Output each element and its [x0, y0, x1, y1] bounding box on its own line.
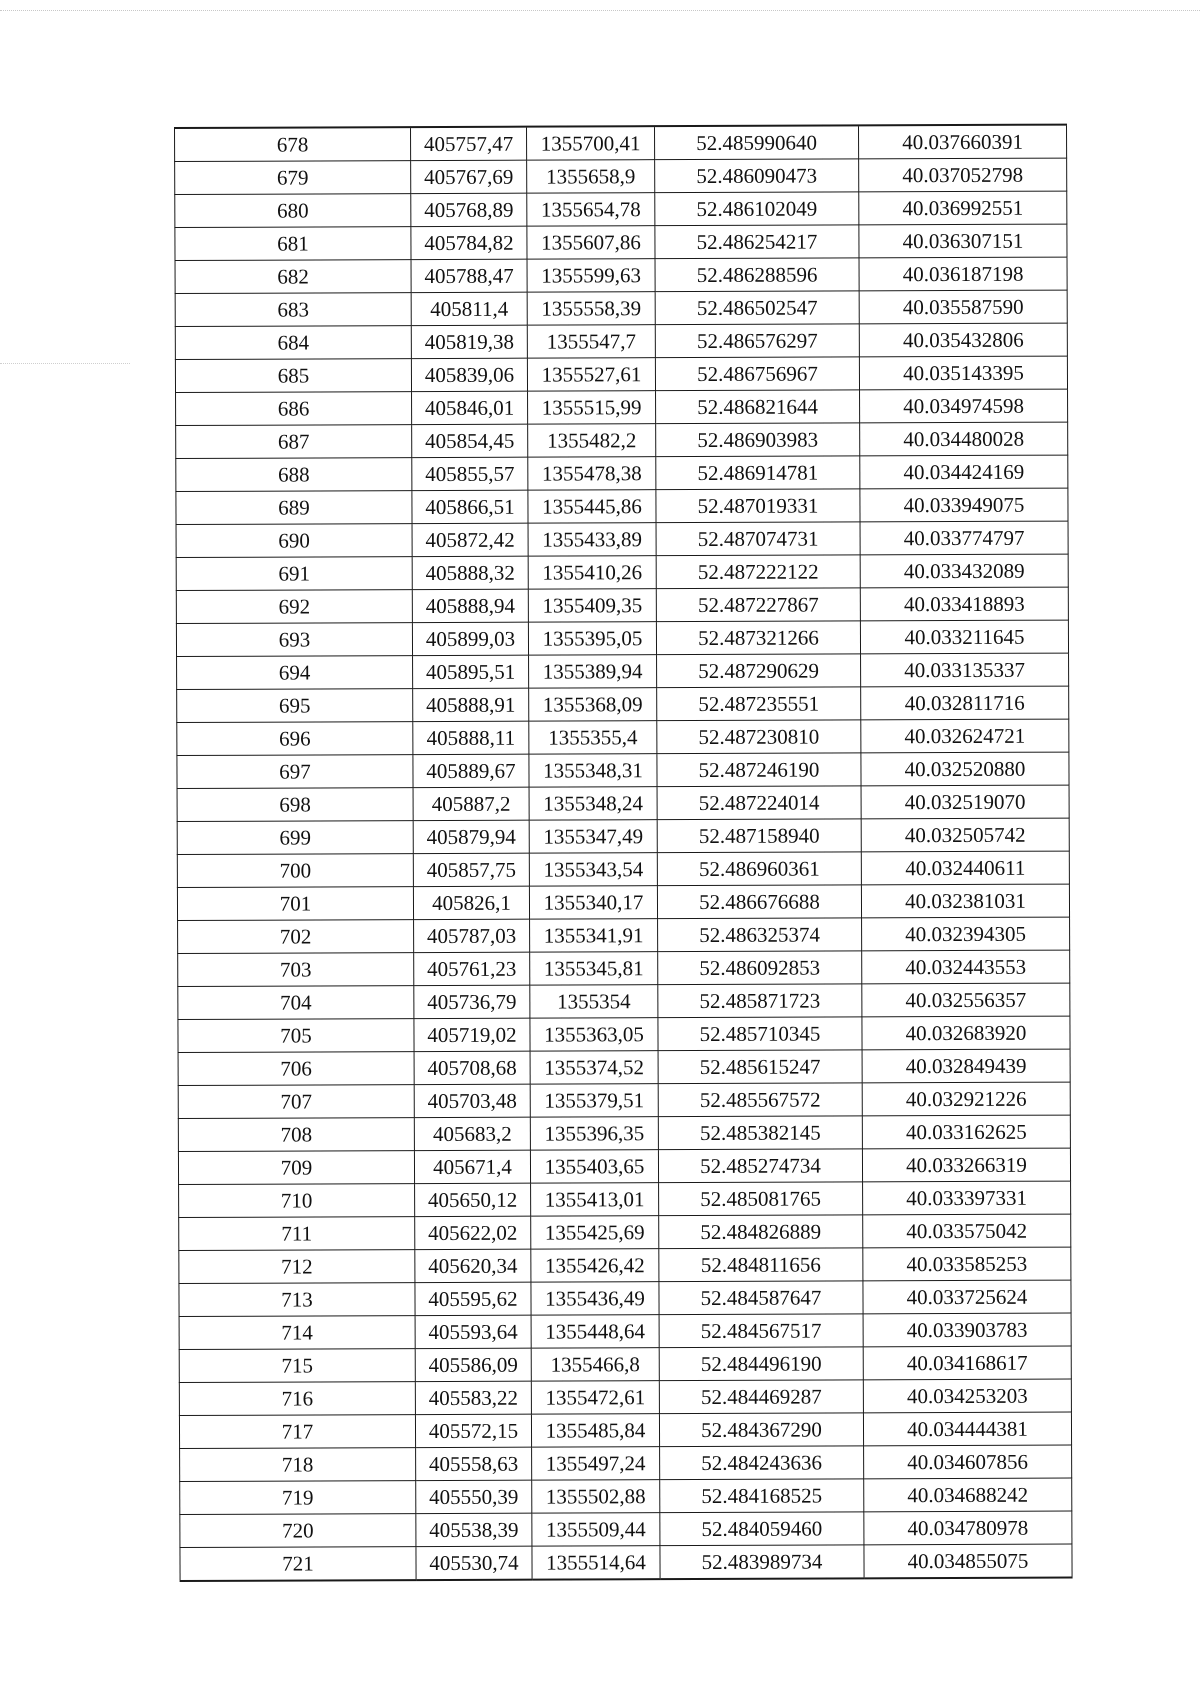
table-row: [179, 1214, 1071, 1250]
longitude-cell: 40.033585253: [863, 1247, 1071, 1281]
table-row: [177, 851, 1069, 887]
point-number-cell: 701: [177, 887, 413, 921]
point-number-cell: 716: [179, 1382, 415, 1416]
longitude-cell: 40.032921226: [862, 1082, 1070, 1116]
x-coordinate-cell: 405703,48: [414, 1084, 530, 1117]
latitude-cell: 52.487222122: [656, 555, 860, 589]
longitude-cell: 40.032624721: [861, 719, 1069, 753]
latitude-cell: 52.484567517: [659, 1314, 863, 1348]
point-number-cell: 693: [176, 623, 412, 657]
x-coordinate-cell: 405787,03: [414, 919, 530, 952]
y-coordinate-cell: 1355485,84: [531, 1414, 659, 1447]
point-number-cell: 707: [178, 1085, 414, 1119]
x-coordinate-cell: 405538,39: [416, 1513, 532, 1546]
longitude-cell: 40.032440611: [861, 851, 1069, 885]
table-row: [175, 290, 1067, 326]
longitude-cell: 40.034607856: [864, 1445, 1072, 1479]
point-number-cell: 720: [180, 1514, 416, 1548]
longitude-cell: 40.036992551: [859, 191, 1067, 225]
point-number-cell: 719: [180, 1481, 416, 1515]
latitude-cell: 52.487227867: [656, 588, 860, 622]
point-number-cell: 700: [177, 854, 413, 888]
y-coordinate-cell: 1355368,09: [529, 688, 657, 721]
document-page: [174, 124, 1072, 1582]
latitude-cell: 52.486325374: [658, 918, 862, 952]
latitude-cell: 52.486092853: [658, 951, 862, 985]
latitude-cell: 52.485710345: [658, 1017, 862, 1051]
x-coordinate-cell: 405854,45: [412, 424, 528, 457]
point-number-cell: 684: [175, 326, 411, 360]
point-number-cell: 692: [176, 590, 412, 624]
table-row: [178, 983, 1070, 1019]
longitude-cell: 40.034424169: [860, 455, 1068, 489]
point-number-cell: 683: [175, 293, 411, 327]
longitude-cell: 40.032505742: [861, 818, 1069, 852]
table-row: [177, 884, 1069, 920]
latitude-cell: 52.486090473: [655, 159, 859, 193]
longitude-cell: 40.035143395: [859, 356, 1067, 390]
table-row: [176, 389, 1068, 425]
latitude-cell: 52.484496190: [659, 1347, 863, 1381]
longitude-cell: 40.033432089: [860, 554, 1068, 588]
latitude-cell: 52.487019331: [656, 489, 860, 523]
point-number-cell: 704: [178, 986, 414, 1020]
latitude-cell: 52.487224014: [657, 786, 861, 820]
x-coordinate-cell: 405888,32: [412, 556, 528, 589]
longitude-cell: 40.033211645: [860, 620, 1068, 654]
latitude-cell: 52.486914781: [656, 456, 860, 490]
table-row: [175, 191, 1067, 227]
y-coordinate-cell: 1355389,94: [529, 655, 657, 688]
y-coordinate-cell: 1355466,8: [531, 1348, 659, 1381]
x-coordinate-cell: 405788,47: [411, 259, 527, 292]
x-coordinate-cell: 405895,51: [413, 655, 529, 688]
longitude-cell: 40.033725624: [863, 1280, 1071, 1314]
x-coordinate-cell: 405855,57: [412, 457, 528, 490]
longitude-cell: 40.033397331: [863, 1181, 1071, 1215]
y-coordinate-cell: 1355395,05: [528, 622, 656, 655]
y-coordinate-cell: 1355654,78: [527, 193, 655, 226]
point-number-cell: 709: [178, 1151, 414, 1185]
table-row: [179, 1247, 1071, 1283]
table-row: [175, 356, 1067, 392]
point-number-cell: 681: [175, 227, 411, 261]
y-coordinate-cell: 1355409,35: [528, 589, 656, 622]
point-number-cell: 708: [178, 1118, 414, 1152]
table-row: [178, 950, 1070, 986]
latitude-cell: 52.484469287: [659, 1380, 863, 1414]
y-coordinate-cell: 1355348,31: [529, 754, 657, 787]
point-number-cell: 679: [175, 161, 411, 195]
point-number-cell: 696: [177, 722, 413, 756]
longitude-cell: 40.034855075: [864, 1544, 1072, 1578]
x-coordinate-cell: 405811,4: [411, 292, 527, 325]
point-number-cell: 690: [176, 524, 412, 558]
point-number-cell: 678: [175, 127, 411, 161]
longitude-cell: 40.033903783: [863, 1313, 1071, 1347]
y-coordinate-cell: 1355396,35: [530, 1117, 658, 1150]
point-number-cell: 680: [175, 194, 411, 228]
table-row: [176, 455, 1068, 491]
longitude-cell: 40.035432806: [859, 323, 1067, 357]
y-coordinate-cell: 1355425,69: [531, 1216, 659, 1249]
longitude-cell: 40.034253203: [863, 1379, 1071, 1413]
y-coordinate-cell: 1355515,99: [528, 391, 656, 424]
point-number-cell: 702: [178, 920, 414, 954]
y-coordinate-cell: 1355448,64: [531, 1315, 659, 1348]
table-row: [178, 1148, 1070, 1184]
x-coordinate-cell: 405888,11: [413, 721, 529, 754]
x-coordinate-cell: 405761,23: [414, 952, 530, 985]
longitude-cell: 40.035587590: [859, 290, 1067, 324]
latitude-cell: 52.486288596: [655, 258, 859, 292]
latitude-cell: 52.486254217: [655, 225, 859, 259]
y-coordinate-cell: 1355527,61: [527, 358, 655, 391]
point-number-cell: 699: [177, 821, 413, 855]
longitude-cell: 40.033949075: [860, 488, 1068, 522]
longitude-cell: 40.034974598: [860, 389, 1068, 423]
y-coordinate-cell: 1355341,91: [530, 919, 658, 952]
longitude-cell: 40.034780978: [864, 1511, 1072, 1545]
table-row: [178, 917, 1070, 953]
table-row: [179, 1346, 1071, 1382]
x-coordinate-cell: 405826,1: [413, 886, 529, 919]
x-coordinate-cell: 405887,2: [413, 787, 529, 820]
y-coordinate-cell: 1355607,86: [527, 226, 655, 259]
point-number-cell: 686: [176, 392, 412, 426]
latitude-cell: 52.484826889: [659, 1215, 863, 1249]
latitude-cell: 52.485567572: [658, 1083, 862, 1117]
table-row: [180, 1511, 1072, 1547]
x-coordinate-cell: 405593,64: [415, 1315, 531, 1348]
y-coordinate-cell: 1355363,05: [530, 1018, 658, 1051]
point-number-cell: 698: [177, 788, 413, 822]
point-number-cell: 694: [177, 656, 413, 690]
y-coordinate-cell: 1355403,65: [530, 1150, 658, 1183]
latitude-cell: 52.484587647: [659, 1281, 863, 1315]
y-coordinate-cell: 1355340,17: [529, 886, 657, 919]
longitude-cell: 40.032520880: [861, 752, 1069, 786]
point-number-cell: 713: [179, 1283, 415, 1317]
longitude-cell: 40.032519070: [861, 785, 1069, 819]
x-coordinate-cell: 405784,82: [411, 226, 527, 259]
latitude-cell: 52.484168525: [660, 1479, 864, 1513]
longitude-cell: 40.032556357: [862, 983, 1070, 1017]
latitude-cell: 52.487321266: [656, 621, 860, 655]
table-row: [177, 752, 1069, 788]
longitude-cell: 40.036187198: [859, 257, 1067, 291]
latitude-cell: 52.485871723: [658, 984, 862, 1018]
y-coordinate-cell: 1355379,51: [530, 1084, 658, 1117]
x-coordinate-cell: 405857,75: [413, 853, 529, 886]
table-row: [179, 1313, 1071, 1349]
table-row: [178, 1115, 1070, 1151]
table-row: [175, 323, 1067, 359]
table-row: [177, 686, 1069, 722]
scan-artifact-mark: [0, 363, 130, 364]
x-coordinate-cell: 405586,09: [415, 1348, 531, 1381]
table-row: [175, 257, 1067, 293]
y-coordinate-cell: 1355509,44: [532, 1513, 660, 1546]
y-coordinate-cell: 1355343,54: [529, 853, 657, 886]
longitude-cell: 40.037052798: [859, 158, 1067, 192]
x-coordinate-cell: 405889,67: [413, 754, 529, 787]
y-coordinate-cell: 1355354: [530, 985, 658, 1018]
y-coordinate-cell: 1355547,7: [527, 325, 655, 358]
latitude-cell: 52.485382145: [658, 1116, 862, 1150]
x-coordinate-cell: 405768,89: [411, 193, 527, 226]
x-coordinate-cell: 405572,15: [415, 1414, 531, 1447]
point-number-cell: 714: [179, 1316, 415, 1350]
latitude-cell: 52.486102049: [655, 192, 859, 226]
latitude-cell: 52.484367290: [659, 1413, 863, 1447]
x-coordinate-cell: 405757,47: [411, 127, 527, 161]
point-number-cell: 717: [179, 1415, 415, 1449]
point-number-cell: 685: [175, 359, 411, 393]
longitude-cell: 40.034444381: [863, 1412, 1071, 1446]
y-coordinate-cell: 1355700,41: [527, 126, 655, 160]
latitude-cell: 52.486821644: [656, 390, 860, 424]
longitude-cell: 40.036307151: [859, 224, 1067, 258]
x-coordinate-cell: 405839,06: [411, 358, 527, 391]
latitude-cell: 52.484059460: [660, 1512, 864, 1546]
table-row: [175, 158, 1067, 194]
table-row: [180, 1544, 1072, 1581]
point-number-cell: 712: [179, 1250, 415, 1284]
longitude-cell: 40.032394305: [862, 917, 1070, 951]
x-coordinate-cell: 405719,02: [414, 1018, 530, 1051]
latitude-cell: 52.487074731: [656, 522, 860, 556]
point-number-cell: 697: [177, 755, 413, 789]
latitude-cell: 52.485081765: [659, 1182, 863, 1216]
y-coordinate-cell: 1355355,4: [529, 721, 657, 754]
point-number-cell: 689: [176, 491, 412, 525]
point-number-cell: 706: [178, 1052, 414, 1086]
latitude-cell: 52.486960361: [657, 852, 861, 886]
latitude-cell: 52.483989734: [660, 1545, 864, 1579]
latitude-cell: 52.486502547: [655, 291, 859, 325]
point-number-cell: 691: [176, 557, 412, 591]
table-row: [179, 1379, 1071, 1415]
table-row: [180, 1478, 1072, 1514]
longitude-cell: 40.032381031: [861, 884, 1069, 918]
point-number-cell: 711: [179, 1217, 415, 1251]
x-coordinate-cell: 405595,62: [415, 1282, 531, 1315]
table-row: [176, 488, 1068, 524]
latitude-cell: 52.486576297: [655, 324, 859, 358]
table-row: [176, 587, 1068, 623]
longitude-cell: 40.032443553: [862, 950, 1070, 984]
latitude-cell: 52.485274734: [658, 1149, 862, 1183]
table-row: [179, 1280, 1071, 1316]
point-number-cell: 688: [176, 458, 412, 492]
table-row: [180, 1445, 1072, 1481]
y-coordinate-cell: 1355445,86: [528, 490, 656, 523]
latitude-cell: 52.487246190: [657, 753, 861, 787]
table-row: [179, 1412, 1071, 1448]
x-coordinate-cell: 405683,2: [414, 1117, 530, 1150]
point-number-cell: 718: [180, 1448, 416, 1482]
table-row: [175, 125, 1067, 162]
y-coordinate-cell: 1355433,89: [528, 523, 656, 556]
y-coordinate-cell: 1355558,39: [527, 292, 655, 325]
x-coordinate-cell: 405530,74: [416, 1546, 532, 1580]
longitude-cell: 40.033418893: [860, 587, 1068, 621]
table-row: [176, 620, 1068, 656]
table-row: [178, 1016, 1070, 1052]
longitude-cell: 40.034688242: [864, 1478, 1072, 1512]
x-coordinate-cell: 405888,94: [412, 589, 528, 622]
point-number-cell: 710: [179, 1184, 415, 1218]
latitude-cell: 52.486903983: [656, 423, 860, 457]
table-row: [178, 1049, 1070, 1085]
x-coordinate-cell: 405888,91: [413, 688, 529, 721]
longitude-cell: 40.037660391: [858, 125, 1066, 159]
x-coordinate-cell: 405708,68: [414, 1051, 530, 1084]
point-number-cell: 703: [178, 953, 414, 987]
longitude-cell: 40.034168617: [863, 1346, 1071, 1380]
latitude-cell: 52.484243636: [660, 1446, 864, 1480]
longitude-cell: 40.033162625: [862, 1115, 1070, 1149]
point-number-cell: 721: [180, 1547, 416, 1581]
y-coordinate-cell: 1355472,61: [531, 1381, 659, 1414]
y-coordinate-cell: 1355436,49: [531, 1282, 659, 1315]
x-coordinate-cell: 405550,39: [416, 1480, 532, 1513]
y-coordinate-cell: 1355413,01: [531, 1183, 659, 1216]
table-row: [176, 422, 1068, 458]
longitude-cell: 40.033774797: [860, 521, 1068, 555]
x-coordinate-cell: 405899,03: [412, 622, 528, 655]
latitude-cell: 52.487235551: [657, 687, 861, 721]
x-coordinate-cell: 405879,94: [413, 820, 529, 853]
y-coordinate-cell: 1355497,24: [532, 1447, 660, 1480]
table-row: [175, 224, 1067, 260]
latitude-cell: 52.484811656: [659, 1248, 863, 1282]
coordinates-table: [174, 124, 1073, 1582]
y-coordinate-cell: 1355502,88: [532, 1480, 660, 1513]
x-coordinate-cell: 405620,34: [415, 1249, 531, 1282]
point-number-cell: 695: [177, 689, 413, 723]
longitude-cell: 40.033266319: [862, 1148, 1070, 1182]
table-row: [176, 521, 1068, 557]
table-row: [177, 653, 1069, 689]
latitude-cell: 52.487158940: [657, 819, 861, 853]
y-coordinate-cell: 1355599,63: [527, 259, 655, 292]
x-coordinate-cell: 405767,69: [411, 160, 527, 193]
longitude-cell: 40.032683920: [862, 1016, 1070, 1050]
y-coordinate-cell: 1355658,9: [527, 160, 655, 193]
y-coordinate-cell: 1355514,64: [532, 1546, 660, 1580]
latitude-cell: 52.486756967: [655, 357, 859, 391]
scan-edge-line: [0, 10, 1200, 11]
latitude-cell: 52.487290629: [657, 654, 861, 688]
x-coordinate-cell: 405671,4: [414, 1150, 530, 1183]
latitude-cell: 52.485615247: [658, 1050, 862, 1084]
table-row: [177, 818, 1069, 854]
y-coordinate-cell: 1355482,2: [528, 424, 656, 457]
table-row: [179, 1181, 1071, 1217]
y-coordinate-cell: 1355410,26: [528, 556, 656, 589]
longitude-cell: 40.032811716: [861, 686, 1069, 720]
table-row: [178, 1082, 1070, 1118]
y-coordinate-cell: 1355426,42: [531, 1249, 659, 1282]
y-coordinate-cell: 1355345,81: [530, 952, 658, 985]
x-coordinate-cell: 405558,63: [416, 1447, 532, 1480]
x-coordinate-cell: 405622,02: [415, 1216, 531, 1249]
x-coordinate-cell: 405736,79: [414, 985, 530, 1018]
x-coordinate-cell: 405583,22: [415, 1381, 531, 1414]
latitude-cell: 52.487230810: [657, 720, 861, 754]
longitude-cell: 40.033135337: [861, 653, 1069, 687]
point-number-cell: 682: [175, 260, 411, 294]
y-coordinate-cell: 1355347,49: [529, 820, 657, 853]
x-coordinate-cell: 405866,51: [412, 490, 528, 523]
point-number-cell: 715: [179, 1349, 415, 1383]
x-coordinate-cell: 405650,12: [415, 1183, 531, 1216]
x-coordinate-cell: 405846,01: [412, 391, 528, 424]
y-coordinate-cell: 1355478,38: [528, 457, 656, 490]
y-coordinate-cell: 1355374,52: [530, 1051, 658, 1084]
y-coordinate-cell: 1355348,24: [529, 787, 657, 820]
table-row: [177, 719, 1069, 755]
latitude-cell: 52.485990640: [655, 125, 859, 159]
latitude-cell: 52.486676688: [657, 885, 861, 919]
point-number-cell: 705: [178, 1019, 414, 1053]
table-row: [176, 554, 1068, 590]
x-coordinate-cell: 405819,38: [411, 325, 527, 358]
longitude-cell: 40.034480028: [860, 422, 1068, 456]
longitude-cell: 40.032849439: [862, 1049, 1070, 1083]
x-coordinate-cell: 405872,42: [412, 523, 528, 556]
coordinates-table-body: [175, 125, 1073, 1581]
table-row: [177, 785, 1069, 821]
point-number-cell: 687: [176, 425, 412, 459]
longitude-cell: 40.033575042: [863, 1214, 1071, 1248]
